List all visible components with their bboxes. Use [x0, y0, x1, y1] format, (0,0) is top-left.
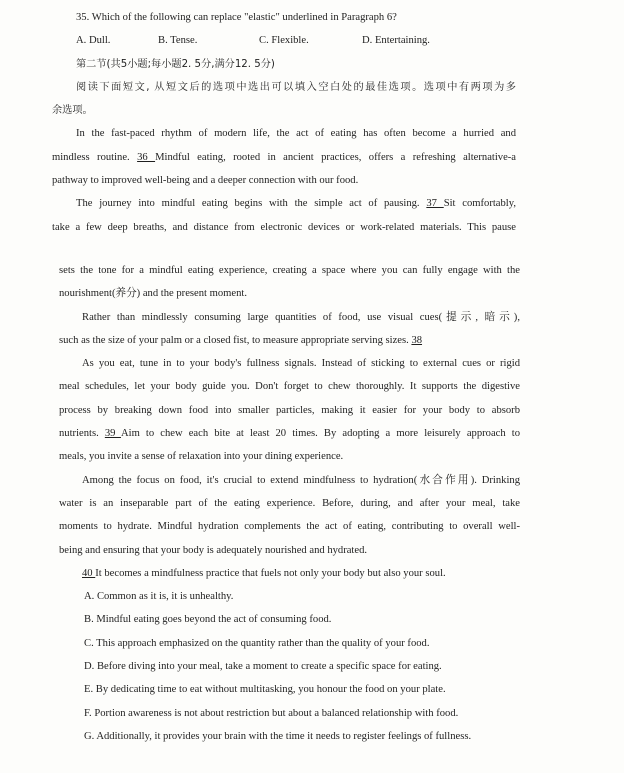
instruction-line-2: 余选项。	[52, 105, 93, 117]
p2-cont-line-1: sets the tone for a mindful eating experience, creating a space where you can fully engage with the	[59, 265, 520, 276]
choice-c: C. This approach emphasized on the quantity rather than the quality of your food.	[84, 637, 430, 649]
p6-line: 40 It becomes a mindfulness practice that fuels not only your body but also your soul.	[82, 567, 446, 579]
option-b: B. Tense.	[158, 35, 198, 47]
p1-line-2: mindless routine. 36 Mindful eating, rooted in ancient practices, offers a refreshing alternative-a	[52, 151, 517, 163]
p5-line-4: being and ensuring that your body is adequately nourished and hydrated.	[59, 544, 368, 556]
blank-40: 40	[82, 567, 96, 579]
p4-line-4: nutrients. 39 Aim to chew each bite at least 20 times. By adopting a more leisurely approach to	[59, 428, 520, 440]
p5-line-1: Among the focus on food, it's crucial to extend mindfulness to hydration(水合作用). Drinking	[82, 474, 520, 486]
option-a: A. Dull.	[76, 35, 111, 47]
upper-block	[0, 6, 624, 239]
p2-line-1: The journey into mindful eating begins with the simple act of pausing. 37 Sit comfortably,	[76, 198, 516, 210]
p1-line-1: In the fast-paced rhythm of modern life, the act of eating has often become a hurried and	[76, 128, 516, 140]
p1-line-3: pathway to improved well-being and a deeper connection with our food.	[52, 175, 359, 187]
lower-block	[0, 259, 624, 748]
p5-line-2: water is an inseparable part of the eating experience. Before, during, and after your meal, take	[59, 497, 520, 509]
p4-line-1: As you eat, tune in to your body's fullness signals. Instead of sticking to external cues or rigid	[82, 358, 520, 370]
choice-e: E. By dedicating time to eat without multitasking, you honour the food on your plate.	[84, 684, 446, 696]
choice-g: G. Additionally, it provides your brain with the time it needs to register feelings of fullness.	[84, 730, 472, 742]
choice-f: F. Portion awareness is not about restriction but about a balanced relationship with food.	[84, 707, 459, 719]
p3-line-2: such as the size of your palm or a closed fist, to measure appropriate serving sizes. 38	[59, 334, 423, 346]
choice-a: A. Common as it is, it is unhealthy.	[84, 591, 234, 603]
blank-37: 37	[426, 198, 444, 210]
section-heading: 第二节(共5小题;每小题2. 5分,满分12. 5分)	[76, 58, 275, 70]
p4-line-3: process by breaking down food into smaller particles, making it easier for your body to absorb	[59, 404, 520, 416]
option-d: D. Entertaining.	[362, 35, 430, 47]
choice-b: B. Mindful eating goes beyond the act of consuming food.	[84, 614, 332, 626]
question-35-options	[0, 29, 624, 52]
question-35-stem: 35. Which of the following can replace "elastic" underlined in Paragraph 6?	[76, 12, 397, 23]
p2-line-2: take a few deep breaths, and distance from electronic devices or work-related materials. This pause	[52, 221, 516, 233]
p3-line-1: Rather than mindlessly consuming large quantities of food, use visual cues(提示, 暗示),	[82, 311, 520, 323]
p5-line-3: moments to hydrate. Mindful hydration complements the act of eating, contributing to overall well-	[59, 521, 520, 533]
p4-line-2: meal schedules, let your body guide you. Don't forget to chew thoroughly. It supports the digestive	[59, 381, 520, 393]
blank-38: 38	[411, 334, 423, 346]
instruction-line-1: 阅读下面短文, 从短文后的选项中选出可以填入空白处的最佳选项。选项中有两项为多	[76, 81, 516, 93]
option-c: C. Flexible.	[259, 35, 309, 47]
choice-d: D. Before diving into your meal, take a moment to create a specific space for eating.	[84, 661, 442, 673]
p2-cont-line-2: nourishment(养分) and the present moment.	[59, 288, 247, 300]
p4-line-5: meals, you invite a sense of relaxation into your dining experience.	[59, 451, 344, 463]
blank-39: 39	[104, 428, 121, 440]
blank-36: 36	[137, 151, 156, 163]
